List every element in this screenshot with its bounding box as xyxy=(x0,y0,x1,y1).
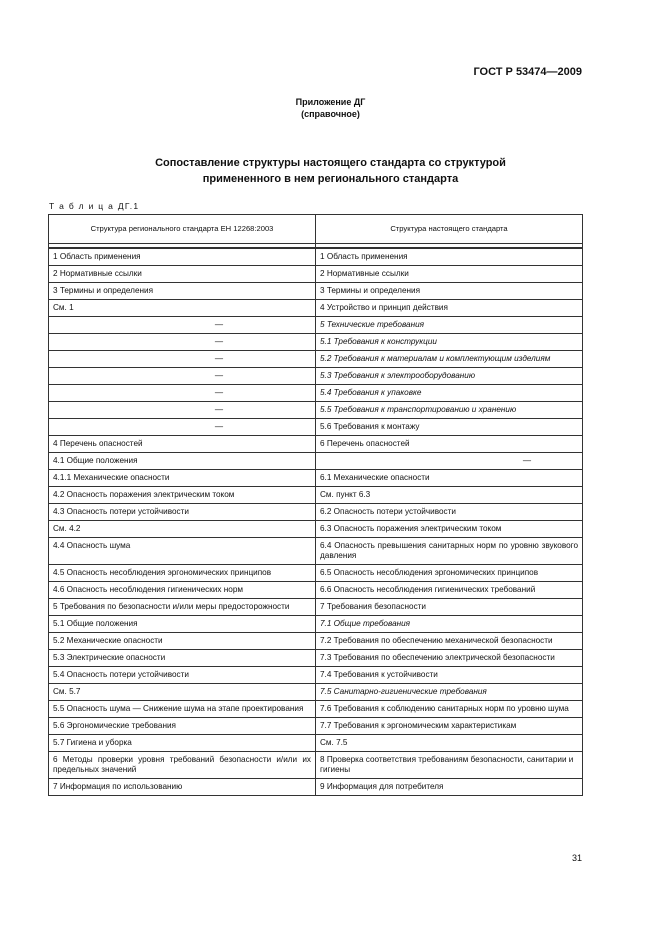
cell-left: — xyxy=(49,334,316,351)
cell-left: 4.5 Опасность несоблюдения эргономических принципов xyxy=(49,565,316,582)
table-row xyxy=(49,701,583,718)
cell-right: 6.5 Опасность несоблюдения эргономических принципов xyxy=(316,565,583,582)
table-row xyxy=(49,504,583,521)
cell-right: 7.7 Требования к эргономическим характеристикам xyxy=(316,718,583,735)
cell-right: 1 Область применения xyxy=(316,248,583,266)
cell-left: См. 1 xyxy=(49,300,316,317)
table-row xyxy=(49,650,583,667)
cell-left: 4.2 Опасность поражения электрическим током xyxy=(49,487,316,504)
cell-right: 6.6 Опасность несоблюдения гигиенических требований xyxy=(316,582,583,599)
header-regional-standard: Структура регионального стандарта ЕН 12268:2003 xyxy=(49,215,316,244)
cell-right: 7.3 Требования по обеспечению электрической безопасности xyxy=(316,650,583,667)
table-row xyxy=(49,565,583,582)
cell-left: См. 4.2 xyxy=(49,521,316,538)
table-row xyxy=(49,487,583,504)
cell-left: 5 Требования по безопасности и/или меры предосторожности xyxy=(49,599,316,616)
table-row xyxy=(49,735,583,752)
cell-right: См. 7.5 xyxy=(316,735,583,752)
table-row xyxy=(49,351,583,368)
cell-left: См. 5.7 xyxy=(49,684,316,701)
table-row xyxy=(49,436,583,453)
cell-left: 4.3 Опасность потери устойчивости xyxy=(49,504,316,521)
table-row xyxy=(49,599,583,616)
cell-right: 5.2 Требования к материалам и комплектующим изделиям xyxy=(316,351,583,368)
cell-left: 4.1.1 Механические опасности xyxy=(49,470,316,487)
table-row xyxy=(49,470,583,487)
cell-left: 5.3 Электрические опасности xyxy=(49,650,316,667)
cell-right: 7.4 Требования к устойчивости xyxy=(316,667,583,684)
cell-right: 5 Технические требования xyxy=(316,317,583,334)
heading-line-2: примененного в нем регионального стандарта xyxy=(202,173,459,185)
table-row xyxy=(49,667,583,684)
cell-left: 4.6 Опасность несоблюдения гигиенических норм xyxy=(49,582,316,599)
cell-right: 5.1 Требования к конструкции xyxy=(316,334,583,351)
table-row xyxy=(49,248,583,266)
cell-right: 7.1 Общие требования xyxy=(316,616,583,633)
heading-line-1: Сопоставление структуры настоящего стандарта со структурой xyxy=(155,157,506,169)
cell-left: 5.4 Опасность потери устойчивости xyxy=(49,667,316,684)
table-row xyxy=(49,616,583,633)
table-caption: Т а б л и ц а ДГ.1 xyxy=(49,201,140,211)
cell-right: 4 Устройство и принцип действия xyxy=(316,300,583,317)
cell-left: 5.5 Опасность шума — Снижение шума на этапе проектирования xyxy=(49,701,316,718)
table-row xyxy=(49,752,583,779)
cell-left: 1 Область применения xyxy=(49,248,316,266)
table-row xyxy=(49,300,583,317)
cell-right: 5.4 Требования к упаковке xyxy=(316,385,583,402)
section-heading xyxy=(0,155,661,187)
cell-right: 8 Проверка соответствия требованиям безопасности, санитарии и гигиены xyxy=(316,752,583,779)
cell-right: 7 Требования безопасности xyxy=(316,599,583,616)
comparison-table xyxy=(48,214,583,796)
table-row xyxy=(49,266,583,283)
appendix-label xyxy=(0,96,661,120)
cell-left: 5.1 Общие положения xyxy=(49,616,316,633)
document-code: ГОСТ Р 53474—2009 xyxy=(473,66,582,78)
table-row xyxy=(49,453,583,470)
cell-left: 4 Перечень опасностей xyxy=(49,436,316,453)
table-row xyxy=(49,582,583,599)
cell-right: 3 Термины и определения xyxy=(316,283,583,300)
cell-right: 9 Информация для потребителя xyxy=(316,779,583,796)
header-this-standard: Структура настоящего стандарта xyxy=(316,215,583,244)
table-row xyxy=(49,283,583,300)
cell-right: 5.6 Требования к монтажу xyxy=(316,419,583,436)
table-row xyxy=(49,419,583,436)
cell-left: 5.6 Эргономические требования xyxy=(49,718,316,735)
cell-right: 6.2 Опасность потери устойчивости xyxy=(316,504,583,521)
table-row xyxy=(49,317,583,334)
cell-right: 7.6 Требования к соблюдению санитарных норм по уровню шума xyxy=(316,701,583,718)
cell-left: 2 Нормативные ссылки xyxy=(49,266,316,283)
cell-right: 7.2 Требования по обеспечению механической безопасности xyxy=(316,633,583,650)
table-row xyxy=(49,779,583,796)
cell-right: 5.5 Требования к транспортированию и хранению xyxy=(316,402,583,419)
cell-left: — xyxy=(49,402,316,419)
table-row xyxy=(49,538,583,565)
cell-right: См. пункт 6.3 xyxy=(316,487,583,504)
cell-left: 3 Термины и определения xyxy=(49,283,316,300)
page-number: 31 xyxy=(571,853,582,863)
table-row xyxy=(49,385,583,402)
cell-left: 5.2 Механические опасности xyxy=(49,633,316,650)
cell-left: 4.4 Опасность шума xyxy=(49,538,316,565)
table-row xyxy=(49,368,583,385)
cell-left: 6 Методы проверки уровня требований безопасности и/или их предельных значений xyxy=(49,752,316,779)
cell-right: 6.4 Опасность превышения санитарных норм по уровню звукового давления xyxy=(316,538,583,565)
table-row xyxy=(49,402,583,419)
cell-right: 6.3 Опасность поражения электрическим током xyxy=(316,521,583,538)
cell-left: — xyxy=(49,385,316,402)
cell-right: 6 Перечень опасностей xyxy=(316,436,583,453)
cell-left: 7 Информация по использованию xyxy=(49,779,316,796)
table-row xyxy=(49,633,583,650)
cell-left: — xyxy=(49,368,316,385)
cell-left: 4.1 Общие положения xyxy=(49,453,316,470)
table-row xyxy=(49,684,583,701)
cell-right: 5.3 Требования к электрооборудованию xyxy=(316,368,583,385)
appendix-title: Приложение ДГ xyxy=(295,97,366,107)
cell-left: — xyxy=(49,419,316,436)
cell-left: 5.7 Гигиена и уборка xyxy=(49,735,316,752)
cell-right: 7.5 Санитарно-гигиенические требования xyxy=(316,684,583,701)
cell-right: 6.1 Механические опасности xyxy=(316,470,583,487)
cell-left: — xyxy=(49,351,316,368)
table-row xyxy=(49,718,583,735)
cell-right: — xyxy=(316,453,583,470)
cell-right: 2 Нормативные ссылки xyxy=(316,266,583,283)
table-row xyxy=(49,521,583,538)
table-row xyxy=(49,334,583,351)
appendix-subtitle: (справочное) xyxy=(301,109,360,119)
cell-left: — xyxy=(49,317,316,334)
table-header-row xyxy=(49,215,583,244)
